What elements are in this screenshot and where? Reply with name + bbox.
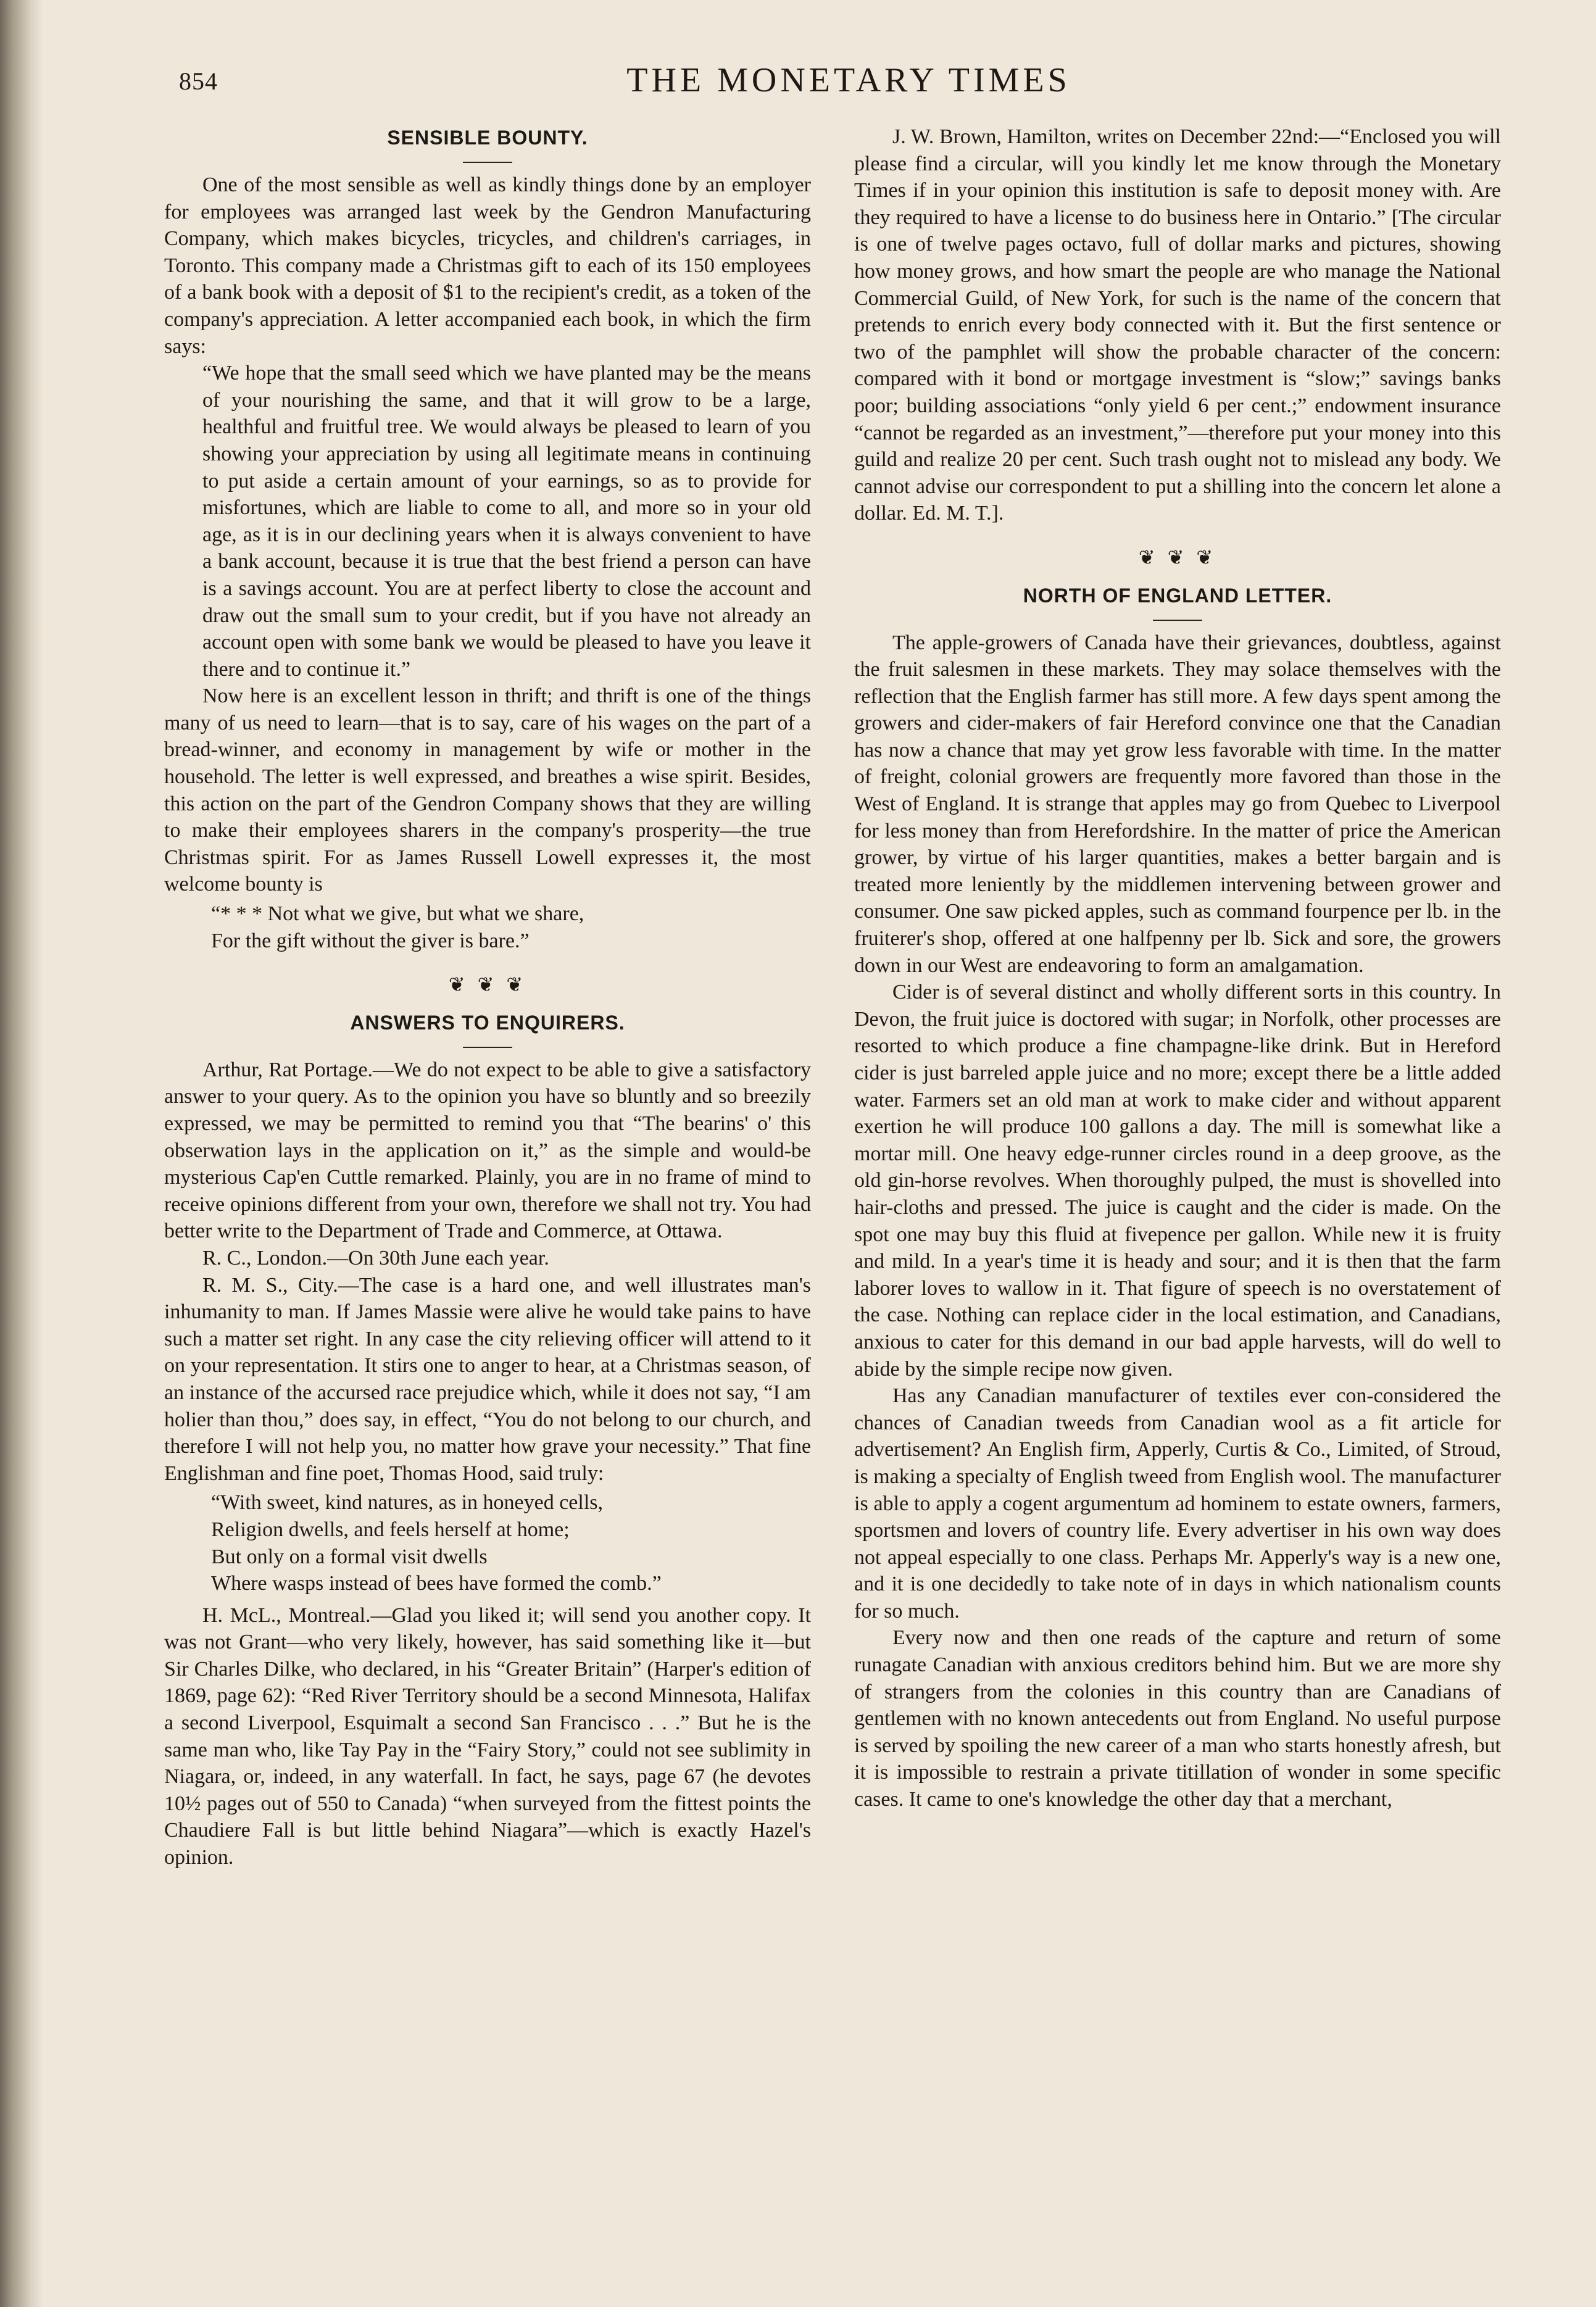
paragraph: R. C., London.—On 30th June each year. [202,1246,549,1270]
article-brown-letter [854,123,1501,527]
paragraph: Cider is of several distinct and wholly different sorts in this country. In Devon, the fruit juice is doctored with sugar; in Norfolk, other processes are resorted to which produce a fine champagne-like drink. But in Hereford cider is just barreled apple juice and no more; except there be a little added water. Farmers set an old man at work to make cider and without apparent exertion he will produce 100 gallons a day. The mill is somewhat like a mortar mill. One heavy edge-runner circles round in a deep groove, as the old gin-horse revolves. When thoroughly pulped, the must is shovelled into hair-cloths and pressed. The juice is caught and the cider is made. On the spot one may buy this fluid at fivepence per gallon. While new it is fruity and mild. In a year's time it is heady and sour; and it is then that the farm laborer loves to wallow in it. That figure of speech is no overstatement of the case. Nothing can replace cider in the local estimation, and Canadians, anxious to cater for this demand in our bad apple harvests, will do well to abide by the simple recipe now given. [854,981,1501,1381]
verse-line: For the gift without the giver is bare.” [211,929,530,952]
paragraph: The apple-growers of Canada have their grievances, doubtless, against the fruit salesmen in these markets. They may solace themselves with the reflection that the English farmer has still more. A few days spent among the growers and cider-makers of fair Hereford convince one that the Canadian has now a chance that may yet grow less favorable with time. In the matter of freight, colonial growers are frequently more favored than those in the West of England. It is strange that apples may go from Quebec to Liverpool for less money than from Herefordshire. In the matter of price the American grower, by virtue of his larger quantities, makes a better bargain and is treated more leniently by the middlemen intervening between grower and consumer. One saw picked apples, such as command fourpence per lb. in the fruiterer's shop, offered at one halfpenny per lb. Sick and sore, the growers down in our West are endeavoring to form an amalgamation. [854,631,1501,977]
article-north-of-england-letter [854,581,1501,1813]
section-ornament: ❦ ❦ ❦ [1138,546,1217,568]
paragraph: R. M. S., City.—The case is a hard one, and well illustrates man's inhumanity to man. If James Massie were alive he would take pains to have such a matter set right. In any case the city relieving officer will attend to it on your representation. It stirs one to anger to hear, at a Christmas season, of an instance of the accursed race prejudice which, while it does not say, “I am holier than thou,” does say, in effect, “You do not belong to our church, and therefore I will not help you, no matter how grave your necessity.” That fine Englishman and fine poet, Thomas Hood, said truly: [164,1273,811,1485]
book-binding-shadow [0,0,43,2307]
paragraph: Every now and then one reads of the capture and return of some runagate Canadian with anxious creditors behind him. But we are more shy of strangers from the colonies in this country than are Canadians of gentlemen with no known antecedents out from England. No useful purpose is served by spoiling the new career of a man who starts honestly afresh, but it is impossible to restrain a private titillation of wonder in some specific cases. It came to one's knowledge the other day that a merchant, [854,1626,1501,1811]
paragraph: H. McL., Montreal.—Glad you liked it; will send you another copy. It was not Grant—who very likely, however, has said something like it—but Sir Charles Dilke, who declared, in his “Greater Britain” (Harper's edition of 1869, page 62): “Red River Territory should be a second Minnesota, Halifax a second Liverpool, Esquimalt a second San Francisco . . .” But he is the same man who, like Tay Pay in the “Fairy Story,” could not see sublimity in Niagara, or, indeed, in any waterfall. In fact, he says, page 67 (he devotes 10½ pages out of 550 to Canada) “when surveyed from the fittest points the Chaudiere Fall is but little behind Niagara”—which is exactly Hazel's opinion. [164,1603,811,1869]
article-heading: NORTH OF ENGLAND LETTER. [1023,584,1332,607]
verse-line: “* * * Not what we give, but what we share, [211,902,584,926]
verse-line: Religion dwells, and feels herself at home; [211,1518,570,1541]
page-number: 854 [179,67,218,95]
section-ornament: ❦ ❦ ❦ [448,973,527,996]
article-heading: ANSWERS TO ENQUIRERS. [350,1011,625,1034]
paragraph: Arthur, Rat Portage.—We do not expect to be able to give a satisfactory answer to your query. As to the opinion you have so bluntly and so breezily expressed, we may be permitted to remind you that “The bearins' o' this obserwation lays in the application on it,” as the simple and would-be mysterious Cap'en Cuttle remarked. Plainly, you are in no frame of mind to receive opinions different from your own, therefore we shall not try. You had better write to the Department of Trade and Commerce, at Ottawa. [164,1058,811,1243]
quote-text: “We hope that the small seed which we have planted may be the means of your nourishing the same, and that it will grow to be a large, healthful and fruitful tree. We would always be pleased to learn of you showing your appreciation by using all legitimate means in continuing to put aside a certain amount of your earnings, so as to provide for misfortunes, which are liable to come to all, and more so in your old age, as it is in our declining years when it is always convenient to have a bank account, because it is true that the best friend a person can have is a savings account. You are at perfect liberty to close the account and draw out the small sum to your credit, but if you have not already an account open with some bank we would be pleased to have you leave it there and to continue it.” [202,362,811,681]
paragraph: Has any Canadian manufacturer of textiles ever con-considered the chances of Canadian tweeds from Canadian wool as a fit article for advertisement? An English firm, Apperly, Curtis & Co., Limited, of Stroud, is making a specialty of English tweed from English wool. The manufacturer is able to apply a cogent argumentum ad hominem to estate owners, farmers, sportsmen and lovers of country life. Every advertiser in his own way does not appeal especially to one class. Perhaps Mr. Apperly's way is a new one, and it is one decidedly to take note of in days in which nationalism counts for so much. [854,1384,1501,1623]
right-column [854,123,1501,1813]
article-answers-to-enquirers [164,1008,811,1871]
left-column [164,123,811,1871]
block-quote [164,360,811,683]
heading-rule [463,1047,512,1048]
article-heading: SENSIBLE BOUNTY. [387,127,588,149]
verse [164,1489,811,1597]
heading-rule [463,162,512,163]
masthead-title: THE MONETARY TIMES [626,61,1071,99]
paragraph: One of the most sensible as well as kindly things done by an employer for employees was arranged last week by the Gendron Manufacturing Company, which makes bicycles, tricycles, and children's carriages, in Toronto. This company made a Christmas gift to each of its 150 employees of a bank book with a deposit of $1 to the recipient's credit, as a token of the company's appreciation. A letter accompanied each book, in which the firm says: [164,173,811,358]
paragraph: Now here is an excellent lesson in thrift; and thrift is one of the things many of us need to learn—that is to say, care of his wages on the part of a bread-winner, and economy in management by wife or mother in the household. The letter is well expressed, and breathes a wise spirit. Besides, this action on the part of the Gendron Company shows that they are willing to make their employees sharers in the company's prosperity—the true Christmas spirit. For as James Russell Lowell expresses it, the most welcome bounty is [164,684,811,896]
verse-line: But only on a formal visit dwells [211,1545,488,1568]
verse [164,900,811,954]
verse-line: “With sweet, kind natures, as in honeyed cells, [211,1491,604,1515]
paragraph: J. W. Brown, Hamilton, writes on December 22nd:—“Enclosed you will please find a circular, will you kindly let me know through the Monetary Times if in your opinion this institution is safe to deposit money with. Are they required to have a license to do business here in Ontario.” [The circular is one of twelve pages octavo, full of dollar marks and pictures, showing how money grows, and how smart the people are who manage the National Commercial Guild, of New York, for such is the name of the concern that pretends to enrich every body connected with it. But the first sentence or two of the pamphlet will show the probable character of the concern: compared with it bond or mortgage investment is “slow;” savings banks poor; building associations “only yield 6 per cent.;” endowment insurance “cannot be regarded as an investment,”—therefore put your money into this guild and realize 20 per cent. Such trash ought not to mislead any body. We cannot advise our correspondent to put a shilling into the concern let alone a dollar. Ed. M. T.]. [854,125,1501,525]
article-sensible-bounty [164,123,811,954]
verse-line: Where wasps instead of bees have formed the comb.” [211,1572,662,1595]
heading-rule [1153,620,1202,621]
page-header [0,0,1596,117]
